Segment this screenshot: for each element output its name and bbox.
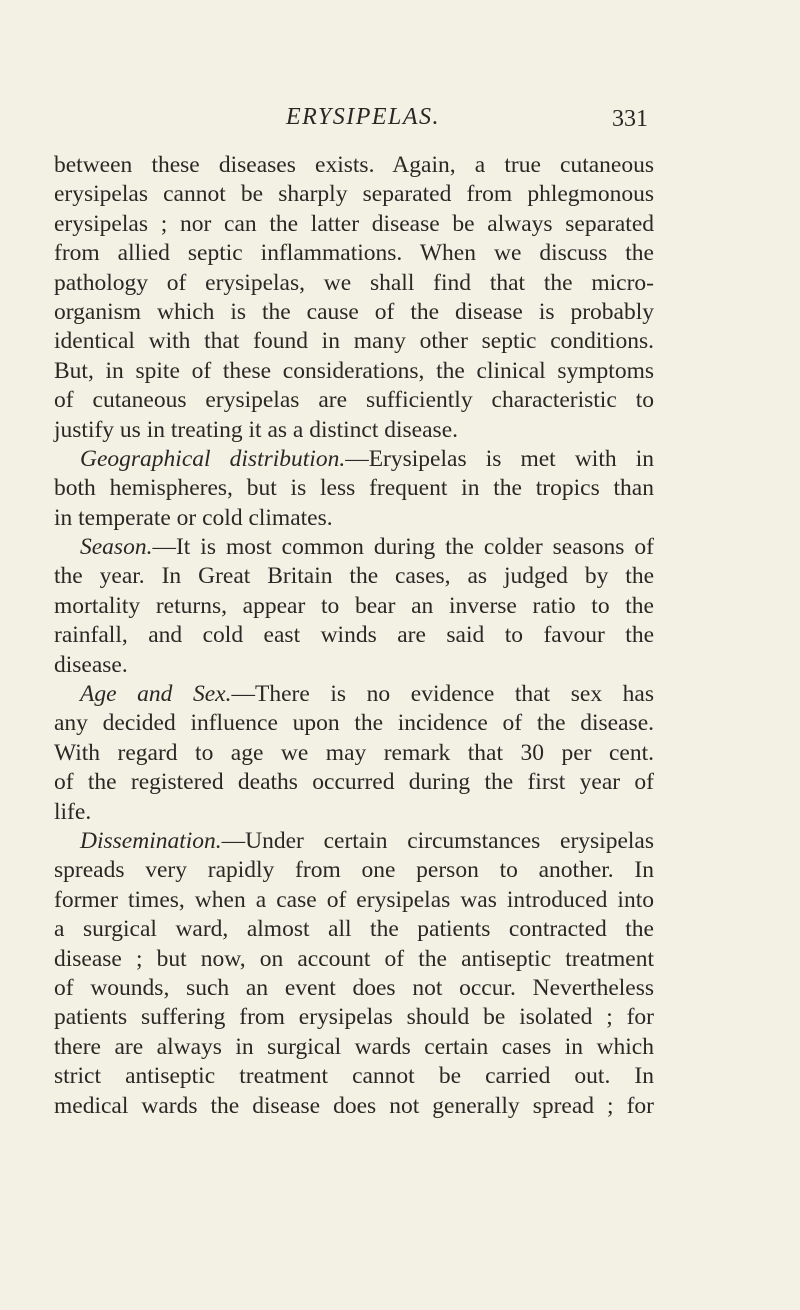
section-heading: Dissemination. bbox=[80, 827, 222, 854]
text-line: erysipelas ; nor can the latter disease be always separated bbox=[54, 210, 654, 237]
text-line: rainfall, and cold east winds are said to favour the bbox=[54, 622, 654, 649]
text-line: spreads very rapidly from one person to another. In bbox=[54, 857, 654, 884]
paragraph-geographical-distribution: Geographical distribution.—Erysipelas is met with in bbox=[80, 445, 654, 472]
text-line: medical wards the disease does not generally spread ; for bbox=[54, 1092, 654, 1119]
text-line: mortality returns, appear to bear an inverse ratio to the bbox=[54, 592, 654, 619]
text-line: With regard to age we may remark that 30 per cent. bbox=[54, 739, 654, 766]
running-head bbox=[0, 104, 800, 144]
section-heading: Geographical distribution. bbox=[80, 445, 346, 472]
text-line: from allied septic inflammations. When we discuss the bbox=[54, 240, 654, 267]
text-line: pathology of erysipelas, we shall find that the micro- bbox=[54, 269, 654, 296]
text-line: disease. bbox=[54, 651, 128, 678]
text-line: patients suffering from erysipelas should be isolated ; for bbox=[54, 1004, 654, 1031]
text-line: erysipelas cannot be sharply separated from phlegmonous bbox=[54, 181, 654, 208]
text-line: there are always in surgical wards certain cases in which bbox=[54, 1033, 654, 1060]
page-number: 331 bbox=[612, 106, 648, 132]
section-heading: Season. bbox=[80, 534, 153, 561]
text-line: disease ; but now, on account of the antiseptic treatment bbox=[54, 945, 654, 972]
text-line: of cutaneous erysipelas are sufficiently characteristic to bbox=[54, 387, 654, 414]
text-line: a surgical ward, almost all the patients contracted the bbox=[54, 916, 654, 943]
text-line: any decided influence upon the incidence of the disease. bbox=[54, 710, 654, 737]
text-line: identical with that found in many other septic conditions. bbox=[54, 328, 654, 355]
text-line: organism which is the cause of the disease is probably bbox=[54, 298, 654, 325]
text-line: between these diseases exists. Again, a true cutaneous bbox=[54, 152, 654, 178]
section-heading: Age and Sex. bbox=[80, 681, 232, 708]
text-line: the year. In Great Britain the cases, as judged by the bbox=[54, 563, 654, 590]
paragraph-dissemination: Dissemination.—Under certain circumstances erysipelas bbox=[80, 827, 654, 854]
text-line: strict antiseptic treatment cannot be carried out. In bbox=[54, 1063, 654, 1090]
paragraph-age-and-sex: Age and Sex.—There is no evidence that sex has bbox=[80, 681, 655, 708]
text-line: But, in spite of these considerations, the clinical symptoms bbox=[54, 357, 654, 384]
text-line: of the registered deaths occurred during the first year of bbox=[54, 769, 654, 796]
text-line: both hemispheres, but is less frequent in the tropics than bbox=[54, 475, 654, 502]
text-line: of wounds, such an event does not occur. Nevertheless bbox=[54, 974, 654, 1001]
running-title: ERYSIPELAS. bbox=[286, 104, 441, 130]
text-line: former times, when a case of erysipelas was introduced into bbox=[54, 886, 654, 913]
text-line: in temperate or cold climates. bbox=[54, 504, 333, 531]
body-text bbox=[54, 151, 654, 1121]
paragraph-season: Season.—It is most common during the colder seasons of bbox=[80, 534, 654, 561]
text-line: life. bbox=[54, 798, 92, 825]
text-line: justify us in treating it as a distinct disease. bbox=[54, 416, 458, 443]
